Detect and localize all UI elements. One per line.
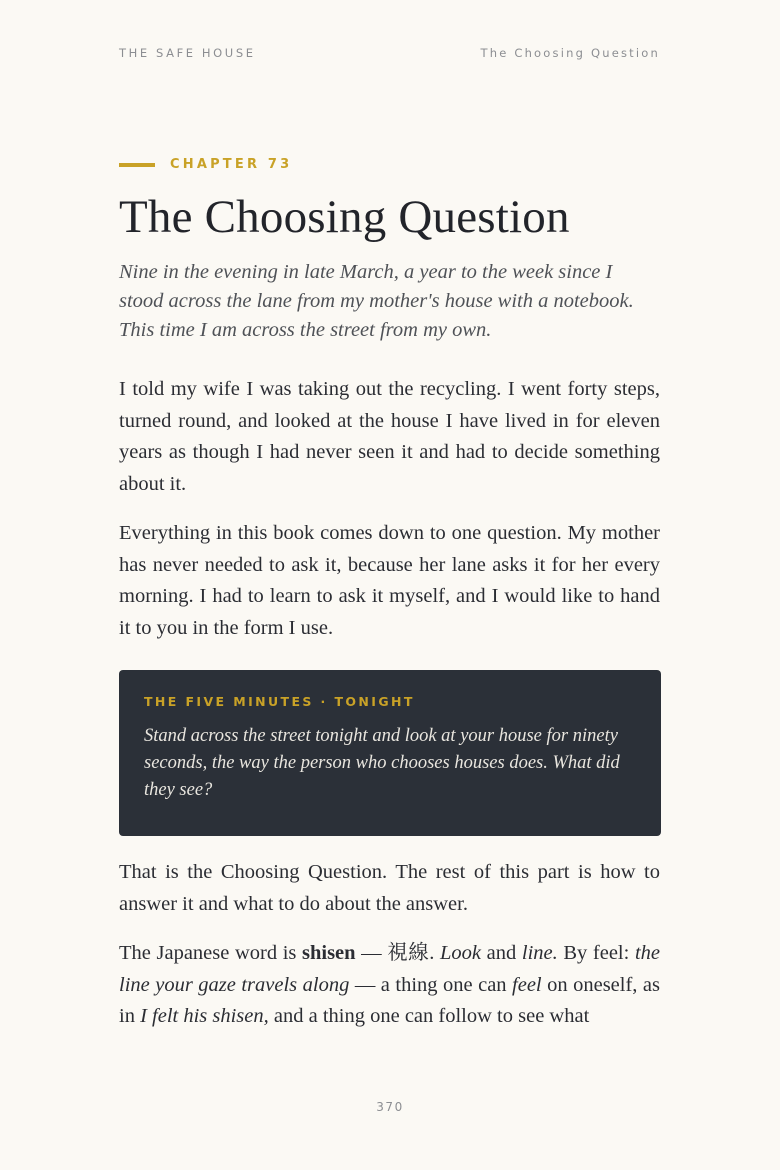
p4-emphasis: Look (440, 942, 482, 964)
running-head (119, 46, 660, 60)
p4-text: — a thing one can (349, 973, 513, 996)
p4-emphasis: I felt his shisen, (140, 1005, 269, 1028)
exercise-callout (119, 670, 661, 836)
p4-emphasis: feel (512, 973, 542, 996)
p4-text: The Japanese word is (119, 942, 302, 964)
body-paragraph-4 (119, 938, 660, 1034)
chapter-number: CHAPTER 73 (170, 157, 293, 172)
page-number: 370 (376, 1100, 404, 1114)
p4-text: By feel: (557, 942, 635, 964)
body-paragraph-3: That is the Choosing Question. The rest of this part is how to answer it and what to do about the answer. (119, 861, 660, 915)
chapter-epigraph: Nine in the evening in late March, a year to the week since I stood across the lane from my mother's house with a notebook. This time I am across the street from my own. (119, 261, 634, 341)
callout-text: Stand across the street tonight and look at your house for ninety seconds, the way the person who chooses houses does. What did they see? (144, 726, 620, 800)
p4-text: and (481, 942, 522, 964)
chapter-accent-rule (119, 163, 155, 167)
p4-term-shisen: shisen (302, 942, 356, 964)
chapter-title: The Choosing Question (119, 191, 570, 243)
p4-text: — 視線. (355, 942, 441, 964)
body-paragraph-2: Everything in this book comes down to one question. My mother has never needed to ask it, because her lane asks it for her every morning. I had to learn to ask it myself, and I would like to hand it to you in the form I use. (119, 522, 660, 640)
chapter-label (119, 157, 292, 172)
p4-text: on oneself, as in (119, 973, 660, 1028)
p4-emphasis: the line your gaze travels along (119, 942, 660, 996)
running-head-book-title: THE SAFE HOUSE (119, 46, 256, 60)
callout-label: THE FIVE MINUTES · TONIGHT (144, 694, 415, 709)
body-paragraph-1: I told my wife I was taking out the recycling. I went forty steps, turned round, and looked at the house I have lived in for eleven years as though I had never seen it and had to decide something about it. (119, 378, 660, 496)
running-head-chapter-title: The Choosing Question (480, 46, 660, 60)
p4-emphasis: line. (521, 942, 558, 964)
p4-text: and a thing one can follow to see what (268, 1005, 590, 1028)
